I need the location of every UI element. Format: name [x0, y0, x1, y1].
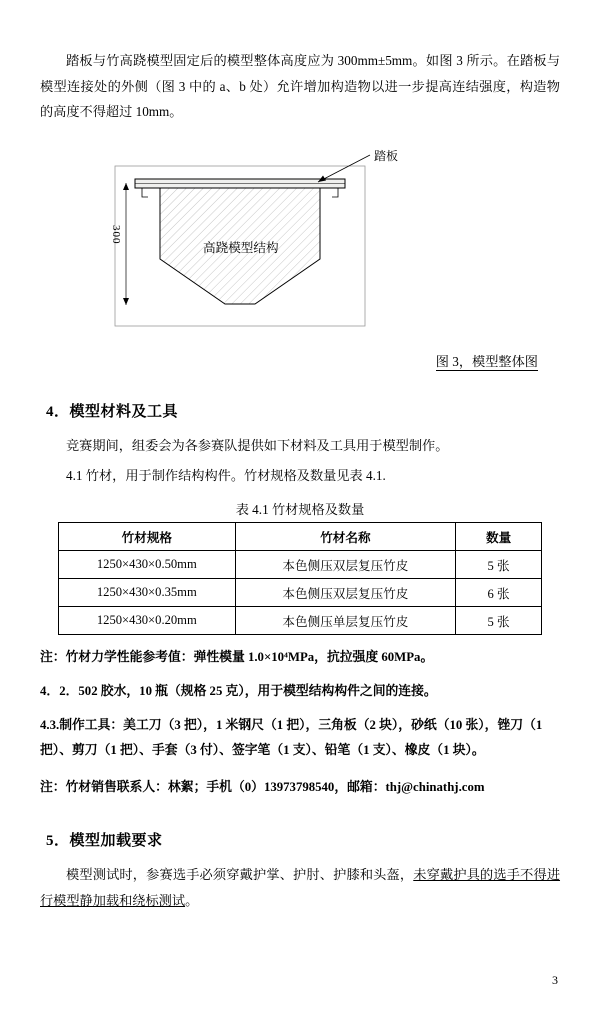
table-row [59, 606, 542, 634]
figure-3 [40, 139, 560, 349]
table-header-name: 竹材名称 [235, 522, 456, 550]
table-cell-qty: 5 张 [456, 550, 542, 578]
table-4-1 [58, 522, 542, 635]
table-4-1-title: 表 4.1 竹材规格及数量 [235, 501, 365, 517]
table-cell-qty: 5 张 [456, 606, 542, 634]
table-cell-spec: 1250×430×0.35mm [59, 578, 236, 606]
section4-paragraph-2: 4.1 竹材，用于制作结构构件。竹材规格及数量见表 4.1. [66, 467, 386, 483]
table-header-row [59, 522, 542, 550]
table-header-qty: 数量 [456, 522, 542, 550]
figure-3-caption [40, 351, 560, 370]
intro-paragraph: 踏板与竹高跷模型固定后的模型整体高度应为 300mm±5mm。如图 3 所示。在踏板与模型连接处的外侧（图 3 中的 a、b 处）允许增加构造物以进一步提高连结强度，构造物的高度不得超过 10mm。 [40, 53, 560, 120]
section-heading-5: 5．模型加载要求 [46, 832, 163, 849]
section-heading-4: 4．模型材料及工具 [46, 404, 179, 421]
figure-tread-label: 踏板 [374, 149, 399, 164]
table-cell-spec: 1250×430×0.20mm [59, 606, 236, 634]
figure-3-caption-text: 图 3，模型整体图 [435, 354, 538, 370]
item-4-2-glue: 4．2．502 胶水，10 瓶（规格 25 克），用于模型结构构件之间的连接。 [40, 683, 437, 698]
table-row [59, 578, 542, 606]
section5-text-pre: 模型测试时，参赛选手必须穿戴护掌、护肘、护膝和头盔， [66, 866, 414, 882]
table-cell-name: 本色侧压单层复压竹皮 [235, 606, 456, 634]
page-content [40, 48, 560, 917]
section5-text-post: 。 [185, 892, 199, 908]
table-row [59, 550, 542, 578]
table-cell-name: 本色侧压双层复压竹皮 [235, 578, 456, 606]
page-number: 3 [552, 973, 558, 987]
note-bamboo-properties: 注：竹材力学性能参考值：弹性模量 1.0×10⁴MPa，抗拉强度 60MPa。 [40, 649, 434, 664]
table-cell-name: 本色侧压双层复压竹皮 [235, 550, 456, 578]
figure-height-label: 300 [110, 225, 122, 245]
figure-structure-label: 高跷模型结构 [203, 241, 279, 256]
table-header-spec: 竹材规格 [59, 522, 236, 550]
table-cell-spec: 1250×430×0.50mm [59, 550, 236, 578]
section5-paragraph [40, 862, 560, 913]
table-cell-qty: 6 张 [456, 578, 542, 606]
section5-text-underline: 未穿戴护具的选手不得进行模型静加载和绕标测试 [40, 866, 561, 908]
section4-paragraph-1: 竞赛期间，组委会为各参赛队提供如下材料及工具用于模型制作。 [66, 438, 449, 454]
note-sales-contact: 注：竹材销售联系人：林絮；手机（0）13973798540，邮箱：thj@chinathj.com [40, 779, 485, 794]
item-4-3-tools: 4.3.制作工具：美工刀（3 把），1 米钢尺（1 把），三角板（2 块），砂纸（10 张），锉刀（1 把）、剪刀（1 把）、手套（3 付）、签字笔（1 支）、铅笔（1 支）、橡皮（1 块）。 [40, 718, 543, 757]
